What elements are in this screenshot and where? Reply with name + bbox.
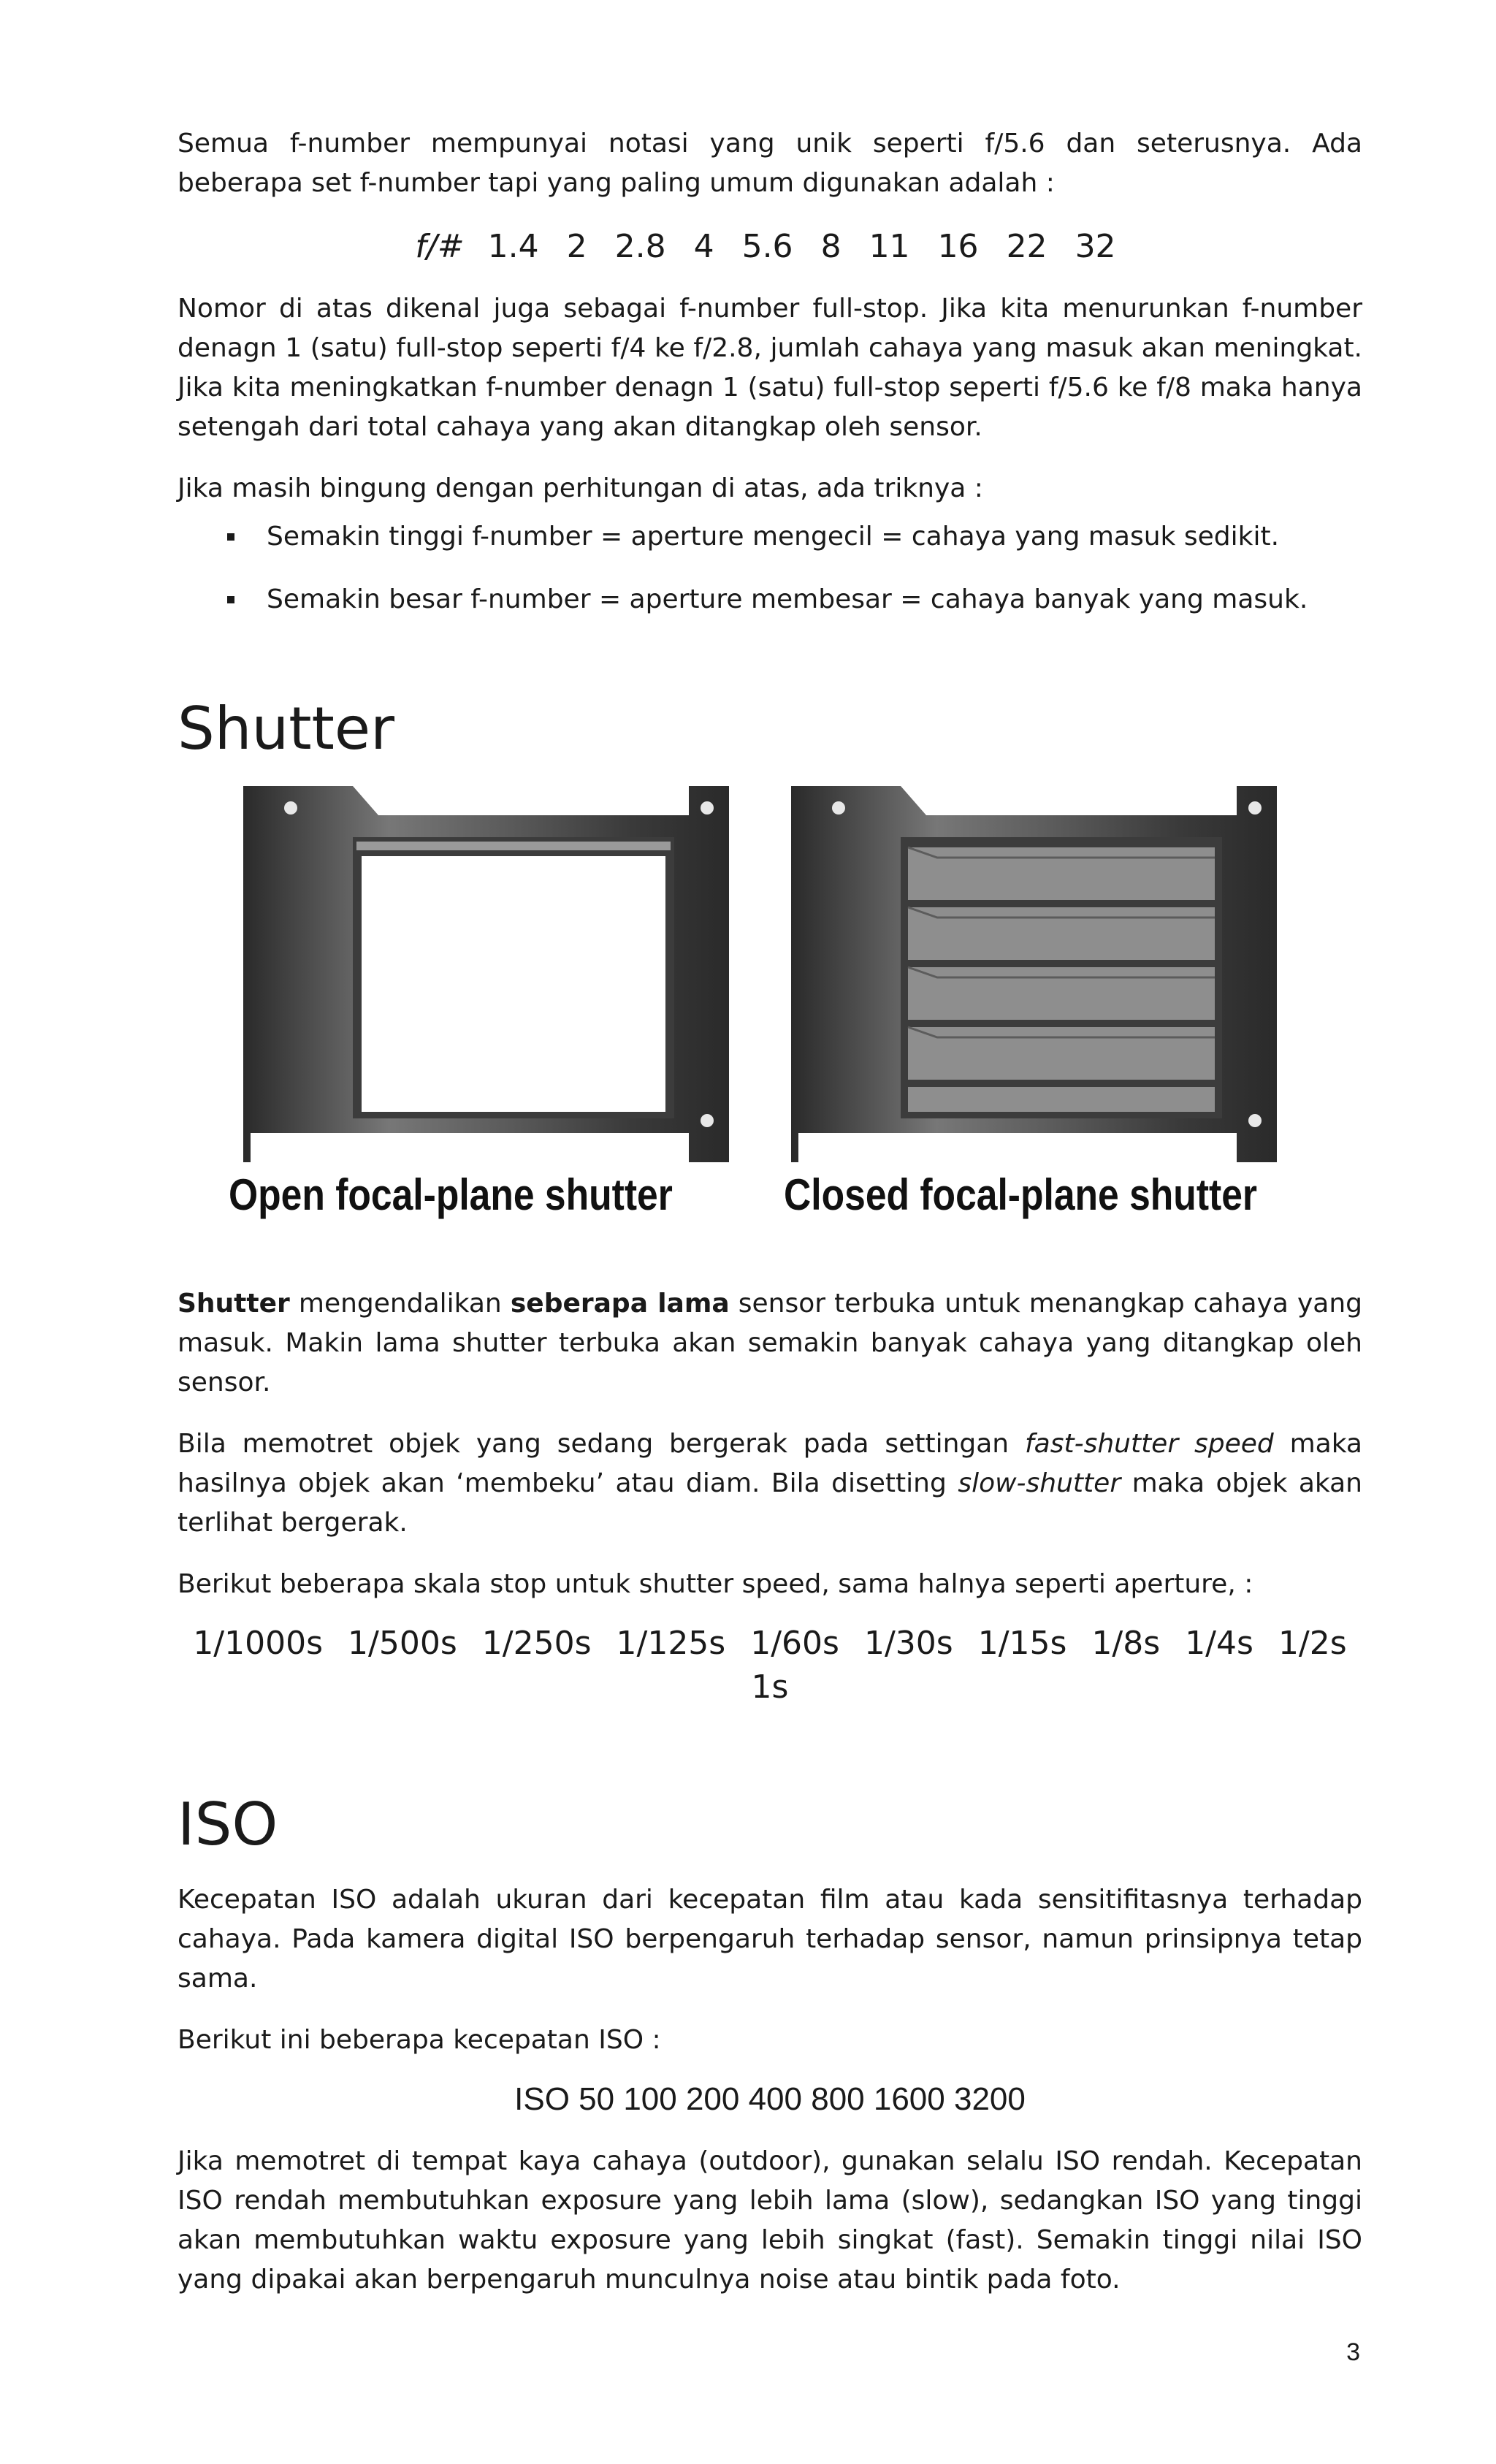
shutter-paragraph-1 [178, 1284, 1362, 1403]
shutter-speed-value: 1/8s [1091, 1625, 1161, 1662]
bold-term: seberapa lama [510, 1289, 730, 1319]
italic-term: slow-shutter [958, 1468, 1121, 1498]
fnumber-value: 22 [1006, 228, 1047, 265]
shutter-speed-value: 1/500s [348, 1625, 457, 1662]
shutter-speed-value: 1/15s [977, 1625, 1067, 1662]
fnumber-value: 11 [869, 228, 910, 265]
fnumber-value: 32 [1075, 228, 1116, 265]
aperture-paragraph-1: Semua f-number mempunyai notasi yang unik seperti f/5.6 dan seterusnya. Ada beberapa set f-number tapi yang paling umum digunakan adalah : [178, 129, 1362, 198]
iso-value-scale: ISO 50 100 200 400 800 1600 3200 [514, 2081, 1026, 2117]
shutter-paragraph-3: Berikut beberapa skala stop untuk shutter speed, sama halnya seperti aperture, : [178, 1569, 1253, 1599]
shutter-speed-value: 1/30s [863, 1625, 953, 1662]
fnumber-value: 8 [820, 228, 842, 265]
open-shutter-illustration [243, 786, 733, 1166]
closed-shutter-illustration [791, 786, 1281, 1166]
shutter-figure [178, 786, 1362, 1254]
page-number: 3 [1346, 2338, 1360, 2366]
fnumber-value: 2 [566, 228, 587, 265]
iso-paragraph-1: Kecepatan ISO adalah ukuran dari kecepatan film atau kada sensitifitasnya terhadap cahaya. Pada kamera digital ISO berpengaruh terhadap sensor, namun prinsipnya tetap sama. [178, 1885, 1362, 1994]
open-shutter-caption: Open focal-plane shutter [229, 1170, 673, 1219]
fnumber-label: f/# [415, 228, 465, 265]
page-content [178, 124, 1362, 2300]
bold-term: Shutter [178, 1289, 290, 1319]
aperture-paragraph-2: Nomor di atas dikenal juga sebagai f-number full-stop. Jika kita menurunkan f-number denagn 1 (satu) full-stop seperti f/4 ke f/2.8, jumlah cahaya yang masuk akan meningkat. Jika kita meningkatkan f-number denagn 1 (satu) full-stop seperti f/5.6 ke f/8 maka hanya setengah dari total cahaya yang akan ditangkap oleh sensor. [178, 294, 1362, 442]
fnumber-value: 4 [693, 228, 714, 265]
shutter-paragraph-2 [178, 1424, 1362, 1543]
shutter-speed-value: 1/1000s [193, 1625, 324, 1662]
shutter-heading: Shutter [178, 695, 395, 763]
fnumber-value: 2.8 [614, 228, 666, 265]
iso-paragraph-2: Berikut ini beberapa kecepatan ISO : [178, 2025, 661, 2055]
list-item-text: Semakin besar f-number = aperture membesar = cahaya banyak yang masuk. [267, 584, 1308, 614]
shutter-speed-scale [178, 1622, 1362, 1709]
text-run: maka hasilnya objek akan ‘membeku’ atau diam. Bila disetting [178, 1429, 1362, 1498]
text-run: Bila memotret objek yang sedang bergerak pada settingan [178, 1429, 1025, 1459]
shutter-speed-value: 1/125s [616, 1625, 726, 1662]
list-item [178, 517, 1362, 557]
text-run: maka objek akan terlihat bergerak. [178, 1468, 1362, 1538]
italic-term: fast-shutter speed [1024, 1429, 1274, 1459]
aperture-tips-list [178, 517, 1362, 619]
shutter-speed-value: 1/4s [1185, 1625, 1253, 1662]
text-run: sensor terbuka untuk menangkap cahaya yang masuk. Makin lama shutter terbuka akan semakin banyak cahaya yang ditangkap oleh sensor. [178, 1289, 1363, 1397]
fnumber-value: 5.6 [741, 228, 793, 265]
aperture-paragraph-3: Jika masih bingung dengan perhitungan di atas, ada triknya : [178, 473, 983, 503]
fnumber-value: 1.4 [487, 228, 539, 265]
text-run: mengendalikan [289, 1289, 511, 1319]
shutter-speed-value: 1/2s [1278, 1625, 1347, 1662]
shutter-speed-value: 1s [751, 1668, 789, 1706]
list-item [178, 580, 1362, 619]
fnumber-scale [178, 225, 1362, 269]
fnumber-value: 16 [937, 228, 979, 265]
closed-shutter-caption: Closed focal-plane shutter [784, 1170, 1257, 1219]
shutter-speed-value: 1/250s [481, 1625, 592, 1662]
shutter-speed-value: 1/60s [750, 1625, 839, 1662]
square-bullet-icon [227, 533, 234, 541]
iso-heading: ISO [178, 1790, 278, 1858]
list-item-text: Semakin tinggi f-number = aperture mengecil = cahaya yang masuk sedikit. [267, 522, 1280, 552]
square-bullet-icon [227, 596, 234, 603]
iso-paragraph-3: Jika memotret di tempat kaya cahaya (outdoor), gunakan selalu ISO rendah. Kecepatan ISO rendah membutuhkan exposure yang lebih lama (slow), sedangkan ISO yang tinggi akan membutuhkan waktu exposure yang lebih singkat (fast). Semakin tinggi nilai ISO yang dipakai akan berpengaruh munculnya noise atau bintik pada foto. [178, 2146, 1362, 2295]
